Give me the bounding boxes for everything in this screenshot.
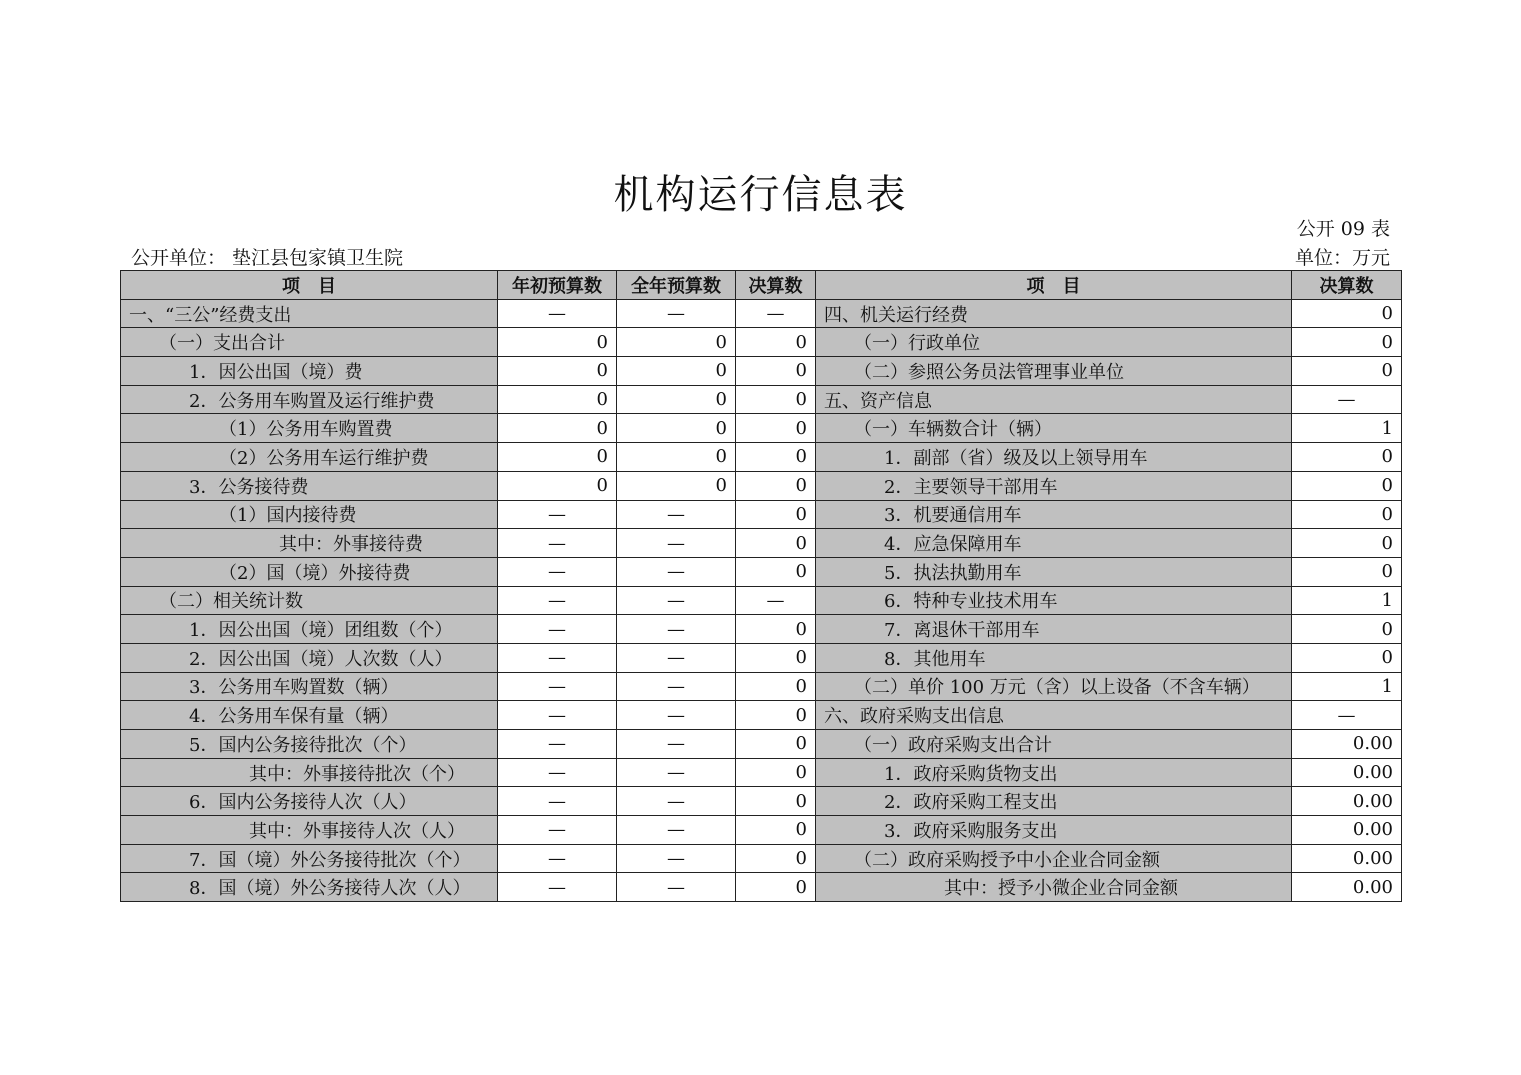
annual-budget-value: 0 bbox=[617, 471, 736, 500]
final-right-value: 0.00 bbox=[1292, 758, 1402, 787]
header-item-right: 项 目 bbox=[816, 271, 1292, 300]
final-left-value: 0 bbox=[736, 844, 816, 873]
right-item-label: 4．应急保障用车 bbox=[816, 529, 1292, 558]
final-right-value: 1 bbox=[1292, 586, 1402, 615]
page-title: 机构运行信息表 bbox=[613, 172, 908, 218]
table-row bbox=[121, 328, 1402, 357]
left-item-label: 1．因公出国（境）团组数（个） bbox=[121, 615, 498, 644]
right-item-label: 8．其他用车 bbox=[816, 643, 1292, 672]
final-right-value: 0 bbox=[1292, 643, 1402, 672]
final-right-value: 0 bbox=[1292, 357, 1402, 386]
table-row bbox=[121, 787, 1402, 816]
final-left-value: — bbox=[736, 586, 816, 615]
table-row bbox=[121, 471, 1402, 500]
annual-budget-value: — bbox=[617, 615, 736, 644]
right-item-label: 五、资产信息 bbox=[816, 385, 1292, 414]
table-row bbox=[121, 385, 1402, 414]
initial-budget-value: — bbox=[498, 299, 617, 328]
annual-budget-value: 0 bbox=[617, 385, 736, 414]
table-row bbox=[121, 643, 1402, 672]
final-right-value: 0.00 bbox=[1292, 730, 1402, 759]
table-row bbox=[121, 586, 1402, 615]
initial-budget-value: — bbox=[498, 787, 617, 816]
initial-budget-value: — bbox=[498, 643, 617, 672]
table-row bbox=[121, 357, 1402, 386]
final-left-value: 0 bbox=[736, 873, 816, 902]
publishing-unit: 公开单位： 垫江县包家镇卫生院 bbox=[131, 247, 404, 269]
initial-budget-value: — bbox=[498, 730, 617, 759]
final-right-value: 0 bbox=[1292, 443, 1402, 472]
left-item-label: 5．国内公务接待批次（个） bbox=[121, 730, 498, 759]
left-item-label: （2）国（境）外接待费 bbox=[121, 557, 498, 586]
left-item-label: 3．公务接待费 bbox=[121, 471, 498, 500]
initial-budget-value: — bbox=[498, 500, 617, 529]
initial-budget-value: — bbox=[498, 873, 617, 902]
final-right-value: 0 bbox=[1292, 615, 1402, 644]
annual-budget-value: — bbox=[617, 586, 736, 615]
left-item-label: 4．公务用车保有量（辆） bbox=[121, 701, 498, 730]
final-left-value: 0 bbox=[736, 385, 816, 414]
final-left-value: 0 bbox=[736, 443, 816, 472]
header-annual-budget: 全年预算数 bbox=[617, 271, 736, 300]
annual-budget-value: — bbox=[617, 500, 736, 529]
final-right-value: — bbox=[1292, 385, 1402, 414]
final-right-value: 0 bbox=[1292, 328, 1402, 357]
initial-budget-value: 0 bbox=[498, 471, 617, 500]
right-item-label: 2．政府采购工程支出 bbox=[816, 787, 1292, 816]
table-row bbox=[121, 529, 1402, 558]
final-left-value: 0 bbox=[736, 471, 816, 500]
final-left-value: 0 bbox=[736, 557, 816, 586]
final-left-value: 0 bbox=[736, 357, 816, 386]
annual-budget-value: — bbox=[617, 873, 736, 902]
right-item-label: （一）车辆数合计（辆） bbox=[816, 414, 1292, 443]
initial-budget-value: — bbox=[498, 816, 617, 845]
initial-budget-value: — bbox=[498, 586, 617, 615]
left-item-label: 3．公务用车购置数（辆） bbox=[121, 672, 498, 701]
final-right-value: — bbox=[1292, 701, 1402, 730]
final-left-value: 0 bbox=[736, 672, 816, 701]
annual-budget-value: — bbox=[617, 557, 736, 586]
left-item-label: （1）国内接待费 bbox=[121, 500, 498, 529]
right-item-label: （一）行政单位 bbox=[816, 328, 1292, 357]
final-left-value: 0 bbox=[736, 701, 816, 730]
header-final-right: 决算数 bbox=[1292, 271, 1402, 300]
final-left-value: — bbox=[736, 299, 816, 328]
initial-budget-value: 0 bbox=[498, 414, 617, 443]
table-row bbox=[121, 557, 1402, 586]
left-item-label: （1）公务用车购置费 bbox=[121, 414, 498, 443]
final-left-value: 0 bbox=[736, 730, 816, 759]
final-left-value: 0 bbox=[736, 816, 816, 845]
annual-budget-value: — bbox=[617, 299, 736, 328]
info-table bbox=[120, 270, 1402, 902]
left-item-label: （2）公务用车运行维护费 bbox=[121, 443, 498, 472]
annual-budget-value: 0 bbox=[617, 443, 736, 472]
initial-budget-value: — bbox=[498, 672, 617, 701]
right-item-label: 7．离退休干部用车 bbox=[816, 615, 1292, 644]
final-left-value: 0 bbox=[736, 529, 816, 558]
right-item-label: 3．政府采购服务支出 bbox=[816, 816, 1292, 845]
final-right-value: 0.00 bbox=[1292, 816, 1402, 845]
initial-budget-value: 0 bbox=[498, 357, 617, 386]
final-right-value: 1 bbox=[1292, 414, 1402, 443]
annual-budget-value: 0 bbox=[617, 357, 736, 386]
annual-budget-value: 0 bbox=[617, 414, 736, 443]
table-row bbox=[121, 615, 1402, 644]
left-item-label: 其中：外事接待批次（个） bbox=[121, 758, 498, 787]
right-item-label: 1．副部（省）级及以上领导用车 bbox=[816, 443, 1292, 472]
initial-budget-value: 0 bbox=[498, 443, 617, 472]
annual-budget-value: — bbox=[617, 787, 736, 816]
annual-budget-value: — bbox=[617, 816, 736, 845]
table-row bbox=[121, 844, 1402, 873]
initial-budget-value: — bbox=[498, 701, 617, 730]
final-left-value: 0 bbox=[736, 414, 816, 443]
initial-budget-value: — bbox=[498, 758, 617, 787]
table-row bbox=[121, 672, 1402, 701]
table-row bbox=[121, 443, 1402, 472]
left-item-label: 2．公务用车购置及运行维护费 bbox=[121, 385, 498, 414]
table-row bbox=[121, 500, 1402, 529]
table-row bbox=[121, 816, 1402, 845]
right-item-label: 2．主要领导干部用车 bbox=[816, 471, 1292, 500]
final-right-value: 0.00 bbox=[1292, 844, 1402, 873]
table-row bbox=[121, 414, 1402, 443]
initial-budget-value: — bbox=[498, 529, 617, 558]
left-item-label: （一）支出合计 bbox=[121, 328, 498, 357]
initial-budget-value: — bbox=[498, 557, 617, 586]
final-right-value: 0 bbox=[1292, 500, 1402, 529]
initial-budget-value: 0 bbox=[498, 385, 617, 414]
header-item-left: 项 目 bbox=[121, 271, 498, 300]
final-right-value: 0 bbox=[1292, 299, 1402, 328]
table-row bbox=[121, 758, 1402, 787]
initial-budget-value: — bbox=[498, 615, 617, 644]
right-item-label: （二）单价 100 万元（含）以上设备（不含车辆） bbox=[816, 672, 1292, 701]
table-row bbox=[121, 873, 1402, 902]
left-item-label: 6．国内公务接待人次（人） bbox=[121, 787, 498, 816]
annual-budget-value: — bbox=[617, 844, 736, 873]
final-left-value: 0 bbox=[736, 328, 816, 357]
final-left-value: 0 bbox=[736, 787, 816, 816]
final-left-value: 0 bbox=[736, 615, 816, 644]
right-item-label: 1．政府采购货物支出 bbox=[816, 758, 1292, 787]
final-right-value: 0.00 bbox=[1292, 787, 1402, 816]
form-number: 公开 09 表 bbox=[1296, 218, 1390, 240]
final-left-value: 0 bbox=[736, 643, 816, 672]
final-right-value: 0 bbox=[1292, 471, 1402, 500]
left-item-label: 其中：外事接待费 bbox=[121, 529, 498, 558]
final-right-value: 0.00 bbox=[1292, 873, 1402, 902]
final-right-value: 1 bbox=[1292, 672, 1402, 701]
annual-budget-value: — bbox=[617, 701, 736, 730]
left-item-label: 2．因公出国（境）人次数（人） bbox=[121, 643, 498, 672]
annual-budget-value: — bbox=[617, 672, 736, 701]
left-item-label: 其中：外事接待人次（人） bbox=[121, 816, 498, 845]
initial-budget-value: — bbox=[498, 844, 617, 873]
currency-unit: 单位：万元 bbox=[1294, 247, 1390, 269]
header-initial-budget: 年初预算数 bbox=[498, 271, 617, 300]
left-item-label: （二）相关统计数 bbox=[121, 586, 498, 615]
left-item-label: 1．因公出国（境）费 bbox=[121, 357, 498, 386]
final-right-value: 0 bbox=[1292, 529, 1402, 558]
left-item-label: 7．国（境）外公务接待批次（个） bbox=[121, 844, 498, 873]
right-item-label: 6．特种专业技术用车 bbox=[816, 586, 1292, 615]
table-row bbox=[121, 299, 1402, 328]
right-item-label: 六、政府采购支出信息 bbox=[816, 701, 1292, 730]
initial-budget-value: 0 bbox=[498, 328, 617, 357]
table-row bbox=[121, 730, 1402, 759]
annual-budget-value: 0 bbox=[617, 328, 736, 357]
table-header-row bbox=[121, 271, 1402, 300]
annual-budget-value: — bbox=[617, 730, 736, 759]
annual-budget-value: — bbox=[617, 529, 736, 558]
right-item-label: （一）政府采购支出合计 bbox=[816, 730, 1292, 759]
header-final-left: 决算数 bbox=[736, 271, 816, 300]
right-item-label: 其中：授予小微企业合同金额 bbox=[816, 873, 1292, 902]
final-left-value: 0 bbox=[736, 500, 816, 529]
right-item-label: （二）参照公务员法管理事业单位 bbox=[816, 357, 1292, 386]
right-item-label: （二）政府采购授予中小企业合同金额 bbox=[816, 844, 1292, 873]
table-row bbox=[121, 701, 1402, 730]
right-item-label: 四、机关运行经费 bbox=[816, 299, 1292, 328]
left-item-label: 8．国（境）外公务接待人次（人） bbox=[121, 873, 498, 902]
final-right-value: 0 bbox=[1292, 557, 1402, 586]
final-left-value: 0 bbox=[736, 758, 816, 787]
annual-budget-value: — bbox=[617, 758, 736, 787]
left-item-label: 一、“三公”经费支出 bbox=[121, 299, 498, 328]
annual-budget-value: — bbox=[617, 643, 736, 672]
right-item-label: 5．执法执勤用车 bbox=[816, 557, 1292, 586]
right-item-label: 3．机要通信用车 bbox=[816, 500, 1292, 529]
